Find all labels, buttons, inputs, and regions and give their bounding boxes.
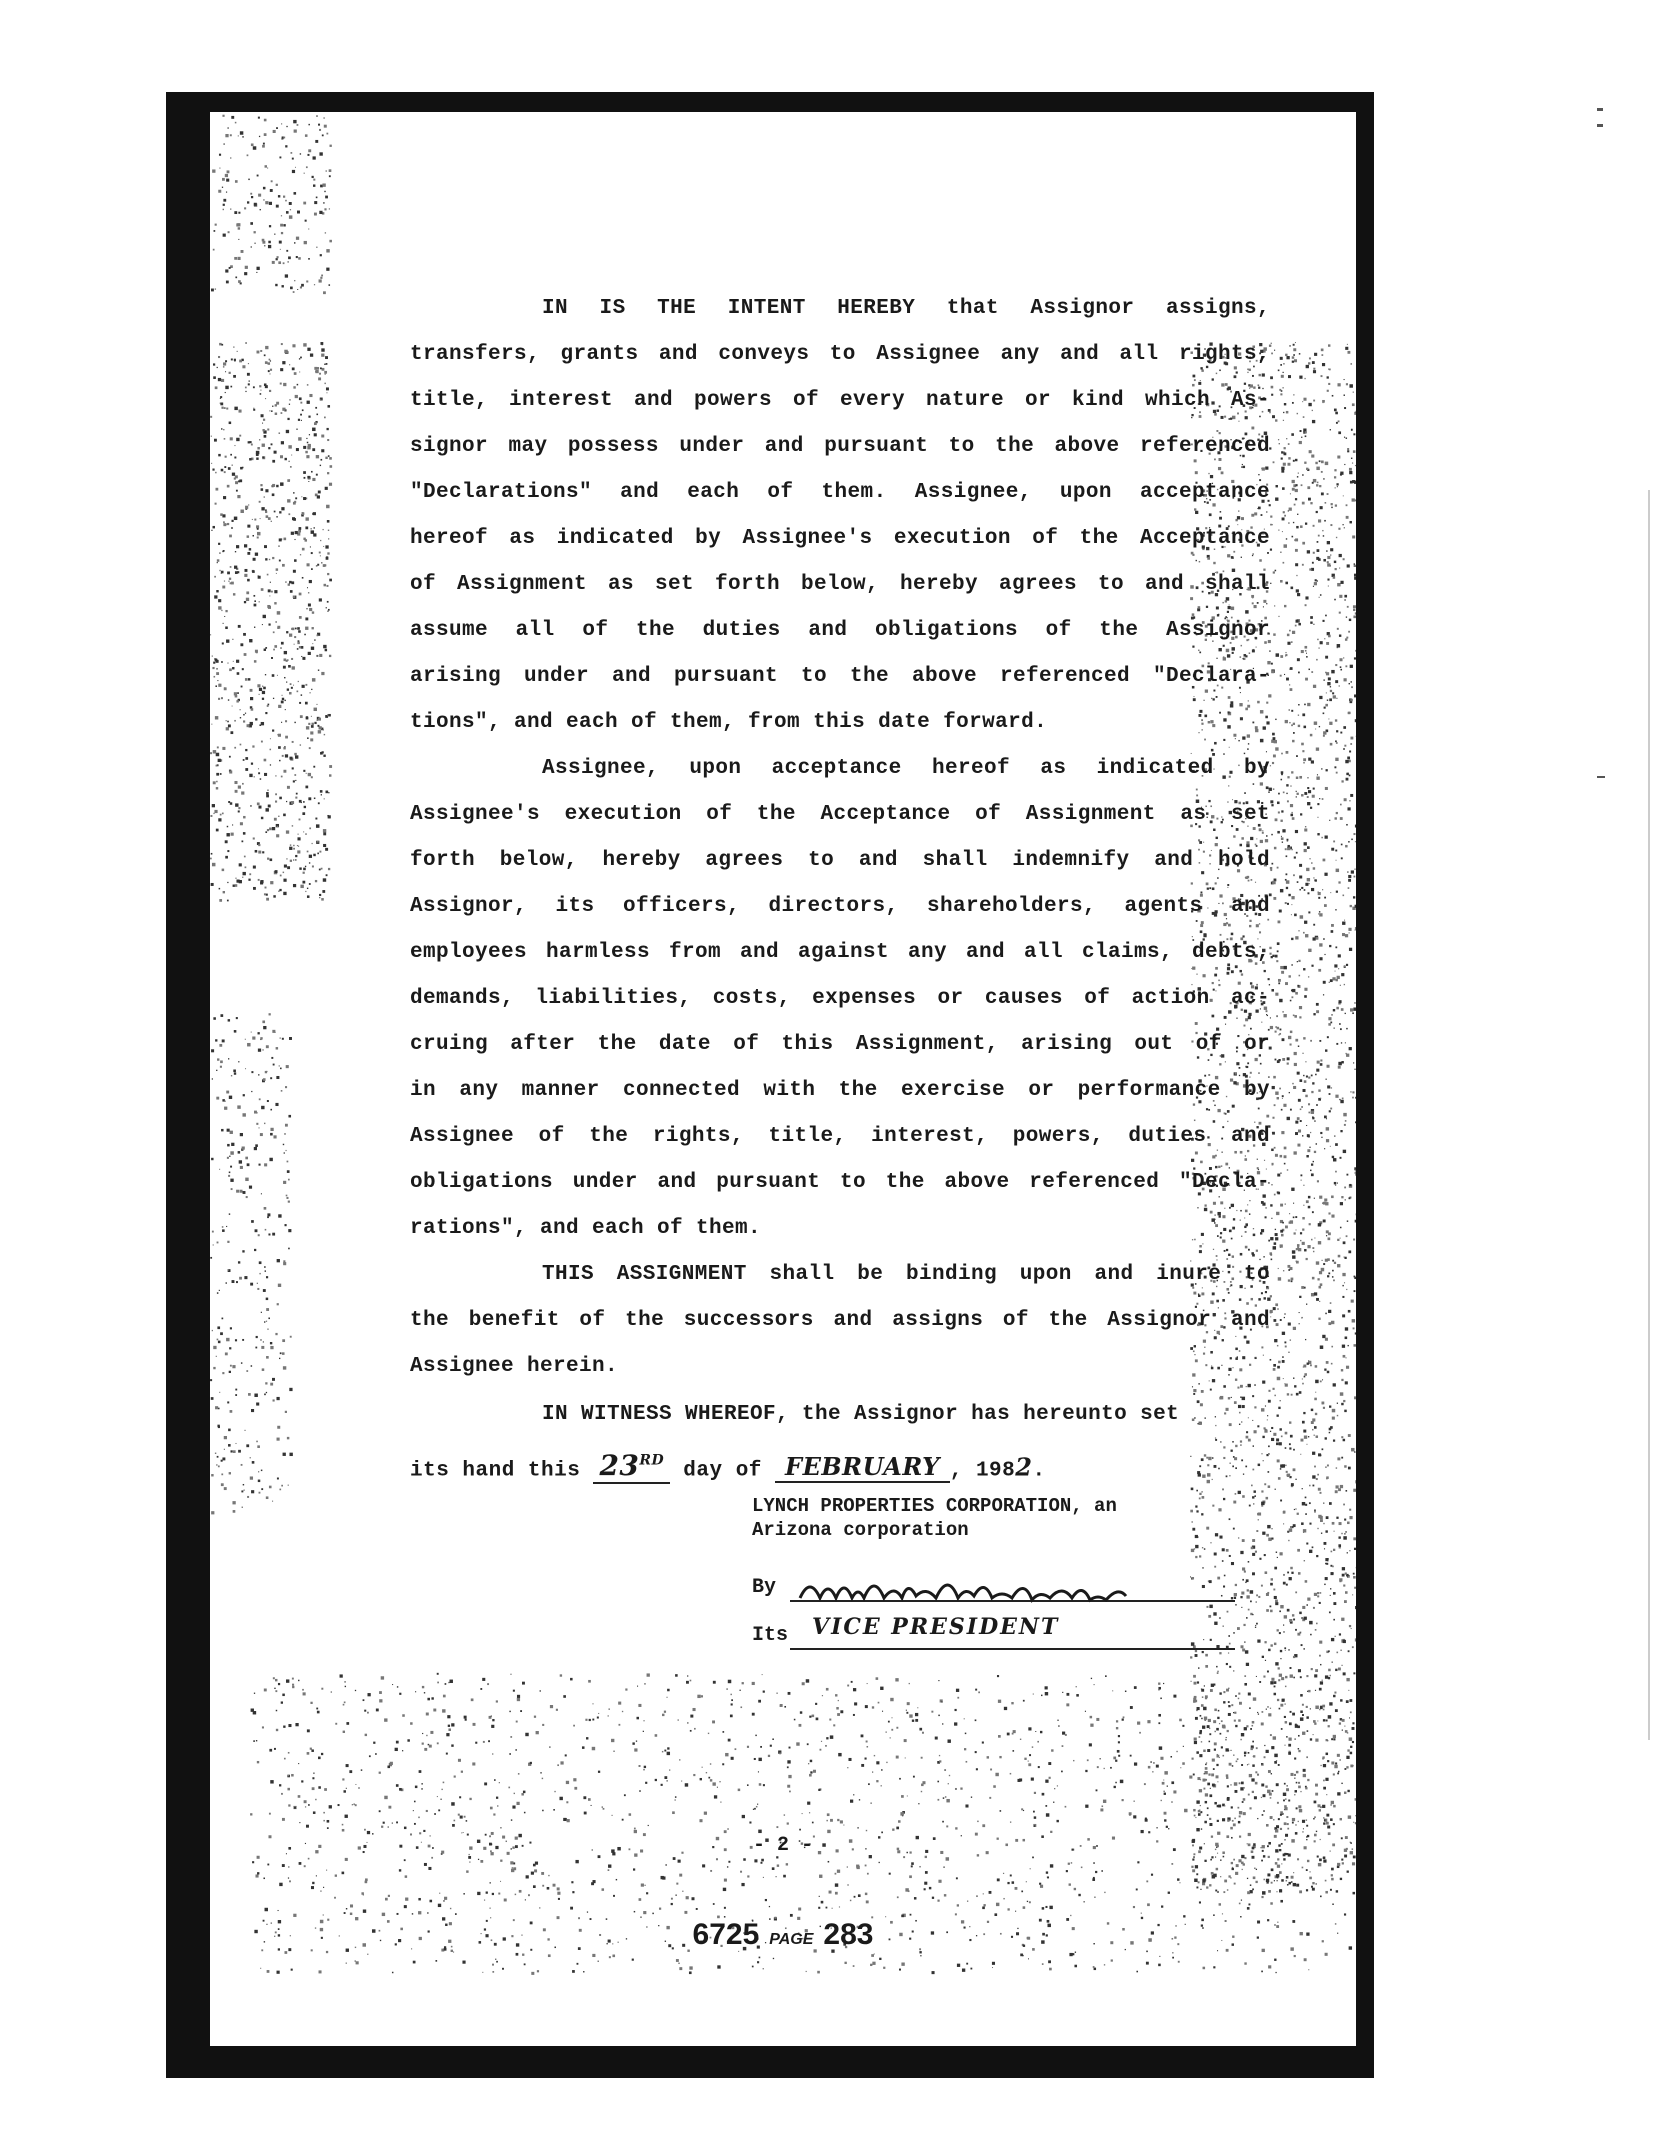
handwritten-year-digit: 2 xyxy=(1015,1452,1033,1482)
by-label: By xyxy=(752,1576,777,1599)
text-line: demands, liabilities, costs, expenses or causes of action ac- xyxy=(410,987,1270,1010)
date-middle: day of xyxy=(683,1459,762,1483)
its-line xyxy=(790,1648,1235,1650)
text-line: IN IS THE INTENT HEREBY that Assignor assigns, xyxy=(542,297,1270,320)
handwritten-month: FEBRUARY xyxy=(775,1452,950,1483)
recording-book: 6725 xyxy=(692,1918,760,1951)
text-line: rations", and each of them. xyxy=(410,1217,762,1240)
text-line: assume all of the duties and obligations of the Assignor xyxy=(410,619,1270,642)
date-line xyxy=(410,1446,1270,1486)
text-line: of Assignment as set forth below, hereby agrees to and shall xyxy=(410,573,1270,596)
text-line: obligations under and pursuant to the above referenced "Decla- xyxy=(410,1171,1270,1194)
paragraph-intent xyxy=(410,294,1270,754)
text-line: "Declarations" and each of them. Assignee, upon acceptance xyxy=(410,481,1270,504)
text-line: arising under and pursuant to the above referenced "Declara- xyxy=(410,665,1270,688)
date-end: . xyxy=(1032,1459,1046,1483)
text-line: in any manner connected with the exercise or performance by xyxy=(410,1079,1270,1102)
recording-stamp xyxy=(210,1918,1356,1952)
corporation-state: Arizona corporation xyxy=(752,1519,969,1541)
margin-mark xyxy=(1597,108,1603,111)
text-line: Assignee's execution of the Acceptance of Assignment as set xyxy=(410,803,1270,826)
page-number: - 2 - xyxy=(752,1834,813,1857)
margin-mark xyxy=(1597,776,1605,778)
text-line: Assignee, upon acceptance hereof as indicated by xyxy=(542,757,1270,780)
text-line: tions", and each of them, from this date forward. xyxy=(410,711,1048,734)
text-line: Assignee herein. xyxy=(410,1355,619,1378)
its-row xyxy=(752,1614,1232,1658)
by-row xyxy=(752,1570,1232,1610)
text-line: title, interest and powers of every nature or kind which As- xyxy=(410,389,1270,412)
text-line: forth below, hereby agrees to and shall indemnify and hold xyxy=(410,849,1270,872)
recording-mid: PAGE xyxy=(769,1931,814,1948)
text-line: cruing after the date of this Assignment, arising out of or xyxy=(410,1033,1270,1056)
date-year: , 198 xyxy=(949,1459,1016,1483)
margin-mark xyxy=(1597,124,1603,127)
its-label: Its xyxy=(752,1624,789,1647)
document-page xyxy=(210,112,1356,2046)
handwritten-day: 23RD xyxy=(593,1449,670,1484)
paragraph-witness xyxy=(410,1400,1270,1446)
text-line: transfers, grants and conveys to Assignee any and all rights, xyxy=(410,343,1270,366)
signature-block xyxy=(752,1494,1232,1658)
text-line: hereof as indicated by Assignee's execution of the Acceptance xyxy=(410,527,1270,550)
text-line: employees harmless from and against any and all claims, debts, xyxy=(410,941,1270,964)
signature-scribble xyxy=(796,1570,1216,1610)
corporation-name: LYNCH PROPERTIES CORPORATION, an xyxy=(752,1495,1117,1517)
paragraph-indemnify xyxy=(410,754,1270,1260)
text-line: the benefit of the successors and assigns of the Assignor and xyxy=(410,1309,1270,1332)
margin-mark xyxy=(1648,490,1650,1740)
paragraph-binding xyxy=(410,1260,1270,1398)
title-handwritten: VICE PRESIDENT xyxy=(812,1614,1060,1640)
text-line: Assignor, its officers, directors, shareholders, agents and xyxy=(410,895,1270,918)
text-line: IN WITNESS WHEREOF, the Assignor has hereunto set xyxy=(542,1403,1180,1426)
text-line: THIS ASSIGNMENT shall be binding upon and inure to xyxy=(542,1263,1270,1286)
text-line: Assignee of the rights, title, interest, powers, duties and xyxy=(410,1125,1270,1148)
text-line: signor may possess under and pursuant to the above referenced xyxy=(410,435,1270,458)
recording-page: 283 xyxy=(823,1918,874,1951)
date-prefix: its hand this xyxy=(410,1459,581,1483)
